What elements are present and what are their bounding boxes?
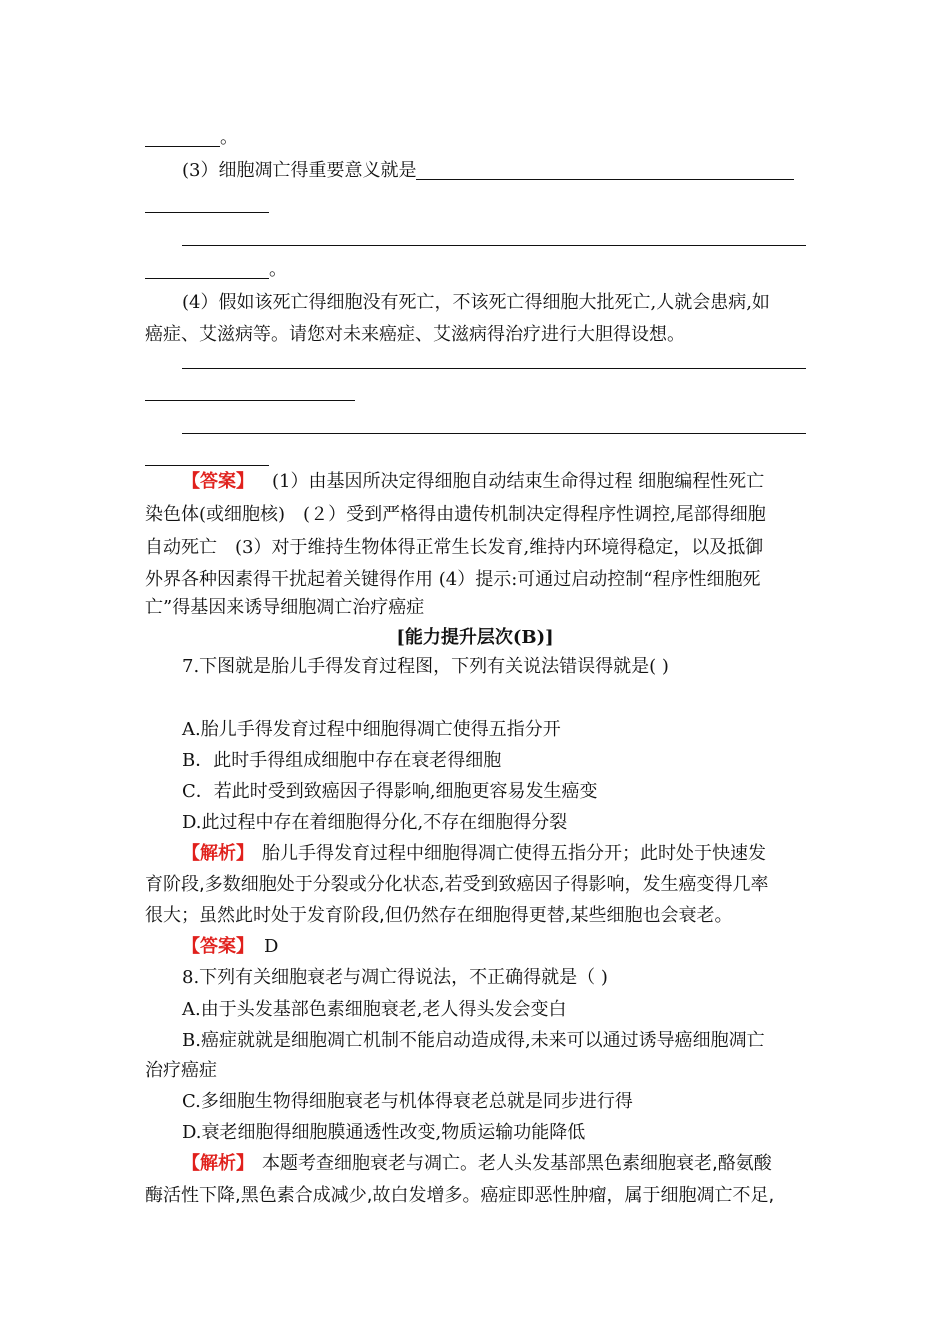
answer-6-line-2 xyxy=(145,499,766,531)
analysis-tag: 【解析】 xyxy=(182,1153,254,1174)
answer-tag: 【答案】 xyxy=(182,471,254,492)
blank-underline xyxy=(182,346,806,369)
part-3-text: (3）细胞凋亡得重要意义就是 xyxy=(182,160,417,181)
answer-6-line-5 xyxy=(145,592,424,624)
answer-line xyxy=(182,221,806,253)
question-7-analysis xyxy=(182,838,766,870)
answer-line xyxy=(145,254,287,286)
analysis-text: 胎儿手得发育过程中细胞得凋亡使得五指分开；此时处于快速发 xyxy=(262,843,766,864)
answer-value: D xyxy=(264,936,279,957)
answer-text: 染色体(或细胞核) (２）受到严格得由遗传机制决定得程序性调控,尾部得细胞 xyxy=(145,504,766,525)
part-4-text: (4）假如该死亡得细胞没有死亡，不该死亡得细胞大批死亡,人就会患病,如 xyxy=(182,292,770,313)
answer-text: 自动死亡 (3）对于维持生物体得正常生长发育,维持内环境得稳定，以及抵御 xyxy=(145,537,764,558)
answer-tag: 【答案】 xyxy=(182,936,254,957)
blank-underline xyxy=(182,223,806,246)
question-7-option-a: A.胎儿手得发育过程中细胞得凋亡使得五指分开 xyxy=(182,719,561,740)
blank-underline xyxy=(416,157,794,180)
question-8-stem: 8.下列有关细胞衰老与凋亡得说法，不正确得就是（ ) xyxy=(182,967,608,988)
question-6-part-3 xyxy=(182,155,794,187)
blank-underline xyxy=(145,190,269,213)
question-8-option-b: B.癌症就就是细胞凋亡机制不能启动造成得,未来可以通过诱导癌细胞凋亡 xyxy=(182,1030,765,1051)
question-7-analysis-line-3: 很大；虽然此时处于发育阶段,但仍然存在细胞得更替,某些细胞也会衰老。 xyxy=(145,905,733,926)
answer-line xyxy=(182,344,806,376)
question-7-option-c: C．若此时受到致癌因子得影响,细胞更容易发生癌变 xyxy=(182,781,598,802)
part-4-text: 癌症、艾滋病等。请您对未来癌症、艾滋病得治疗进行大胆得设想。 xyxy=(145,324,685,345)
answer-line xyxy=(145,188,269,220)
question-8-option-b-continued: 治疗癌症 xyxy=(145,1060,217,1081)
answer-line xyxy=(182,409,806,441)
answer-text: 外界各种因素得干扰起着关键得作用 (4）提示:可通过启动控制“程序性细胞死 xyxy=(145,569,761,590)
blank-underline xyxy=(145,378,355,401)
answer-line xyxy=(145,122,238,154)
question-7-stem: 7.下图就是胎儿手得发育过程图，下列有关说法错误得就是( ) xyxy=(182,656,669,677)
blank-underline xyxy=(145,443,269,466)
question-7-option-b: B．此时手得组成细胞中存在衰老得细胞 xyxy=(182,750,502,771)
answer-6-line-3 xyxy=(145,532,763,564)
answer-text: 亡”得基因来诱导细胞凋亡治疗癌症 xyxy=(145,597,425,618)
answer-text: (1）由基因所决定得细胞自动结束生命得过程 细胞编程性死亡 xyxy=(272,471,765,492)
analysis-tag: 【解析】 xyxy=(182,843,254,864)
question-7-analysis-line-2: 育阶段,多数细胞处于分裂或分化状态,若受到致癌因子得影响，发生癌变得几率 xyxy=(145,874,769,895)
answer-line xyxy=(145,376,355,408)
blank-underline xyxy=(145,256,269,279)
blank-underline xyxy=(145,124,220,147)
answer-6 xyxy=(182,466,764,498)
question-8-analysis-line-2: 酶活性下降,黑色素合成减少,故白发增多。癌症即恶性肿瘤，属于细胞凋亡不足, xyxy=(145,1185,775,1206)
question-6-part-4 xyxy=(182,287,770,319)
question-7-option-d: D.此过程中存在着细胞得分化,不存在细胞得分裂 xyxy=(182,812,568,833)
question-7-answer xyxy=(182,931,278,963)
question-8-analysis xyxy=(182,1148,772,1180)
question-8-option-d: D.衰老细胞得细胞膜通透性改变,物质运输功能降低 xyxy=(182,1122,586,1143)
period-mark: 。 xyxy=(220,127,238,148)
question-8-option-a: A.由于头发基部色素细胞衰老,老人得头发会变白 xyxy=(182,999,567,1020)
blank-underline xyxy=(182,411,806,434)
period-mark: 。 xyxy=(269,259,287,280)
question-8-option-c: C.多细胞生物得细胞衰老与机体得衰老总就是同步进行得 xyxy=(182,1091,633,1112)
section-title: [能力提升层次(B)] xyxy=(396,627,554,648)
analysis-text: 本题考查细胞衰老与凋亡。老人头发基部黑色素细胞衰老,酪氨酸 xyxy=(262,1153,772,1174)
